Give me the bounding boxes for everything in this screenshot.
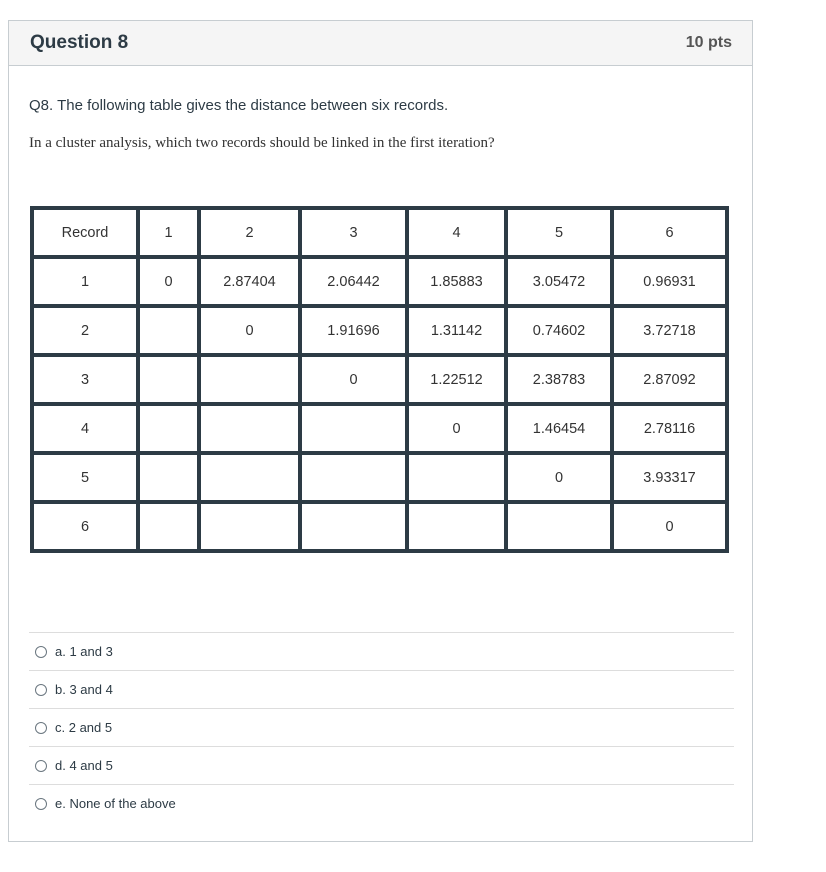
answer-option[interactable]	[29, 670, 734, 708]
distance-cell	[138, 306, 199, 355]
distance-cell: 0	[506, 453, 612, 502]
distance-cell	[138, 404, 199, 453]
distance-cell	[138, 453, 199, 502]
distance-cell	[138, 502, 199, 551]
distance-cell: 1.22512	[407, 355, 506, 404]
distance-cell: 1.46454	[506, 404, 612, 453]
answer-option[interactable]	[29, 632, 734, 670]
question-header	[9, 21, 752, 66]
answer-option[interactable]	[29, 746, 734, 784]
table-row	[32, 257, 727, 306]
answer-option[interactable]	[29, 708, 734, 746]
answer-label: e. None of the above	[55, 796, 176, 811]
distance-cell	[199, 404, 300, 453]
radio-button[interactable]	[35, 760, 47, 772]
answer-list	[29, 632, 734, 822]
distance-cell	[199, 453, 300, 502]
distance-cell: 1.31142	[407, 306, 506, 355]
distance-cell: 2.78116	[612, 404, 727, 453]
distance-cell: 1.85883	[407, 257, 506, 306]
distance-cell: 0	[612, 502, 727, 551]
distance-cell: 0	[138, 257, 199, 306]
table-header-cell: 6	[612, 208, 727, 257]
question-prompt: Q8. The following table gives the distance between six records.	[29, 97, 449, 114]
table-header-cell: 5	[506, 208, 612, 257]
distance-cell	[407, 502, 506, 551]
distance-table	[30, 206, 729, 553]
table-header-cell: 4	[407, 208, 506, 257]
distance-cell: 2.87404	[199, 257, 300, 306]
radio-button[interactable]	[35, 646, 47, 658]
distance-cell	[199, 355, 300, 404]
record-label-cell: 1	[32, 257, 138, 306]
question-points: 10 pts	[685, 34, 732, 51]
answer-label: c. 2 and 5	[55, 720, 113, 735]
radio-button[interactable]	[35, 798, 47, 810]
table-row	[32, 502, 727, 551]
distance-cell: 2.06442	[300, 257, 407, 306]
question-subprompt: In a cluster analysis, which two records should be linked in the first iteration?	[29, 135, 495, 151]
distance-cell: 0	[199, 306, 300, 355]
distance-cell	[300, 502, 407, 551]
table-header-row	[32, 208, 727, 257]
answer-label: d. 4 and 5	[55, 758, 113, 773]
distance-cell: 0	[300, 355, 407, 404]
distance-cell	[199, 502, 300, 551]
radio-button[interactable]	[35, 722, 47, 734]
radio-button[interactable]	[35, 684, 47, 696]
answer-option[interactable]	[29, 784, 734, 822]
distance-cell: 0	[407, 404, 506, 453]
question-title: Question 8	[30, 32, 129, 53]
record-label-cell: 4	[32, 404, 138, 453]
record-label-cell: 5	[32, 453, 138, 502]
distance-cell: 3.72718	[612, 306, 727, 355]
table-header-cell: 2	[199, 208, 300, 257]
distance-cell: 1.91696	[300, 306, 407, 355]
table-row	[32, 404, 727, 453]
table-header-cell: Record	[32, 208, 138, 257]
distance-cell	[407, 453, 506, 502]
table-header-cell: 1	[138, 208, 199, 257]
record-label-cell: 2	[32, 306, 138, 355]
distance-cell	[300, 404, 407, 453]
distance-cell: 3.05472	[506, 257, 612, 306]
question-card	[8, 20, 753, 842]
table-header-cell: 3	[300, 208, 407, 257]
distance-cell: 0.74602	[506, 306, 612, 355]
table-row	[32, 453, 727, 502]
distance-cell	[506, 502, 612, 551]
distance-cell	[300, 453, 407, 502]
table-row	[32, 355, 727, 404]
answer-label: a. 1 and 3	[55, 644, 113, 659]
distance-cell: 2.87092	[612, 355, 727, 404]
distance-cell: 0.96931	[612, 257, 727, 306]
table-row	[32, 306, 727, 355]
answer-label: b. 3 and 4	[55, 682, 113, 697]
distance-cell	[138, 355, 199, 404]
record-label-cell: 3	[32, 355, 138, 404]
distance-cell: 3.93317	[612, 453, 727, 502]
distance-cell: 2.38783	[506, 355, 612, 404]
record-label-cell: 6	[32, 502, 138, 551]
